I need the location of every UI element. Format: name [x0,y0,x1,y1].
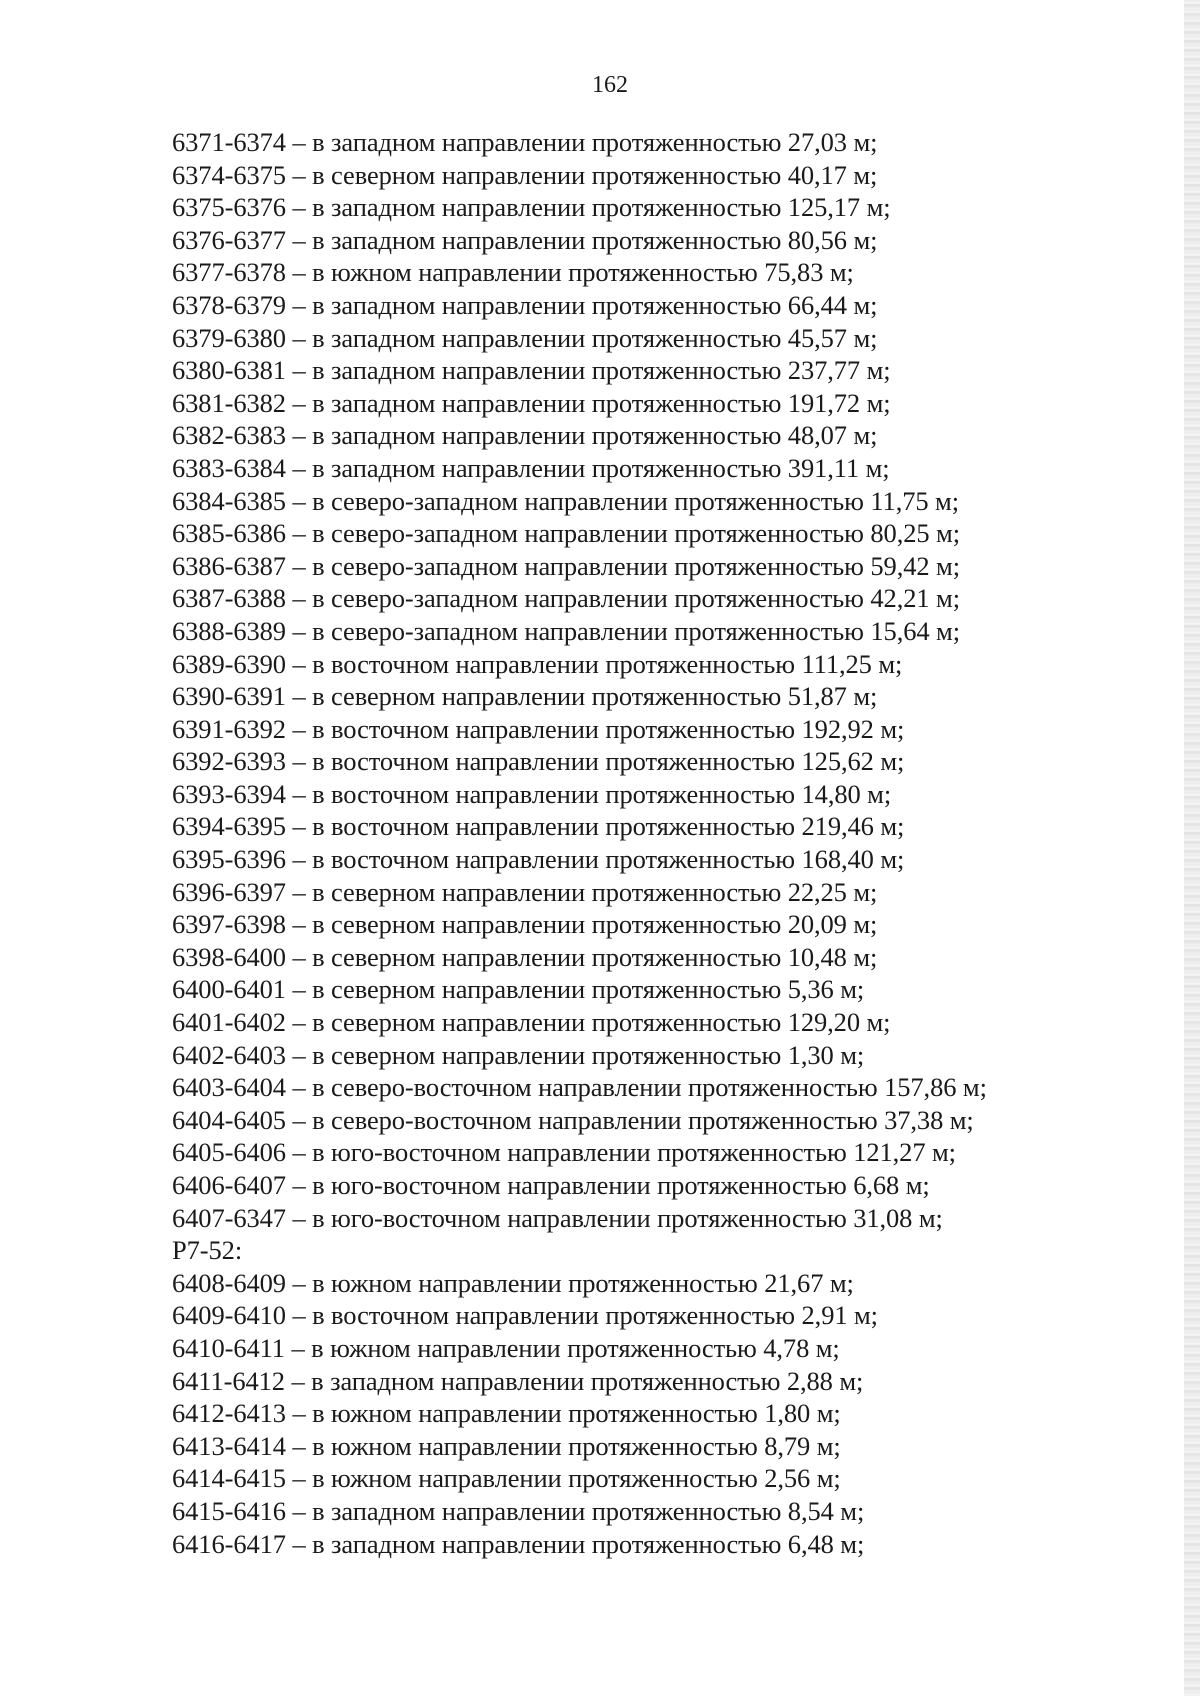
segment-line: 6396-6397 – в северном направлении протяженностью 22,25 м; [172,876,878,907]
segment-line: 6381-6382 – в западном направлении протяженностью 191,72 м; [172,387,891,418]
segment-line: 6375-6376 – в западном направлении протяженностью 125,17 м; [172,192,891,223]
segment-line: 6401-6402 – в северном направлении протяженностью 129,20 м; [172,1007,891,1038]
segment-line: 6410-6411 – в южном направлении протяженностью 4,78 м; [172,1332,840,1363]
segment-line: 6377-6378 – в южном направлении протяженностью 75,83 м; [172,257,854,288]
segment-line: 6394-6395 – в восточном направлении протяженностью 219,46 м; [172,811,905,842]
segment-line: 6416-6417 – в западном направлении протяженностью 6,48 м; [172,1528,865,1559]
segment-line: 6414-6415 – в южном направлении протяженностью 2,56 м; [172,1463,841,1494]
segment-line: 6409-6410 – в восточном направлении протяженностью 2,91 м; [172,1300,878,1331]
segment-line: 6411-6412 – в западном направлении протяженностью 2,88 м; [172,1365,864,1396]
segment-line: 6408-6409 – в южном направлении протяженностью 21,67 м; [172,1267,854,1298]
segment-line: 6404-6405 – в северо-восточном направлении протяженностью 37,38 м; [172,1104,974,1135]
segment-line: 6386-6387 – в северо-западном направлении протяженностью 59,42 м; [172,550,960,581]
segment-line: 6413-6414 – в южном направлении протяженностью 8,79 м; [172,1430,841,1461]
segment-line: 6415-6416 – в западном направлении протяженностью 8,54 м; [172,1495,865,1526]
segment-line: 6374-6375 – в северном направлении протяженностью 40,17 м; [172,159,878,190]
segment-line: 6402-6403 – в северном направлении протяженностью 1,30 м; [172,1039,865,1070]
segment-line: 6379-6380 – в западном направлении протяженностью 45,57 м; [172,322,878,353]
segment-line: 6395-6396 – в восточном направлении протяженностью 168,40 м; [172,844,905,875]
segment-line: 6380-6381 – в западном направлении протяженностью 237,77 м; [172,355,891,386]
segment-line: 6385-6386 – в северо-западном направлении протяженностью 80,25 м; [172,518,960,549]
boundary-segment-list [172,126,1152,1560]
segment-line: 6384-6385 – в северо-западном направлении протяженностью 11,75 м; [172,485,959,516]
segment-line: 6382-6383 – в западном направлении протяженностью 48,07 м; [172,420,878,451]
segment-line: 6400-6401 – в северном направлении протяженностью 5,36 м; [172,974,865,1005]
segment-line: 6388-6389 – в северо-западном направлении протяженностью 15,64 м; [172,615,960,646]
scan-edge-shading [1184,0,1200,1696]
segment-line: 6397-6398 – в северном направлении протяженностью 20,09 м; [172,909,878,940]
segment-line: 6403-6404 – в северо-восточном направлении протяженностью 157,86 м; [172,1072,987,1103]
segment-line: 6378-6379 – в западном направлении протяженностью 66,44 м; [172,289,878,320]
segment-line: 6407-6347 – в юго-восточном направлении протяженностью 31,08 м; [172,1202,943,1233]
segment-line: 6405-6406 – в юго-восточном направлении протяженностью 121,27 м; [172,1137,956,1168]
segment-line: 6391-6392 – в восточном направлении протяженностью 192,92 м; [172,713,905,744]
segment-line: 6371-6374 – в западном направлении протяженностью 27,03 м; [172,127,878,157]
segment-line: 6398-6400 – в северном направлении протяженностью 10,48 м; [172,941,878,972]
segment-line: 6393-6394 – в восточном направлении протяженностью 14,80 м; [172,778,892,809]
segment-line: Р7-52: [172,1235,243,1266]
segment-line: 6412-6413 – в южном направлении протяженностью 1,80 м; [172,1398,841,1429]
page-number: 162 [592,72,628,98]
segment-line: 6390-6391 – в северном направлении протяженностью 51,87 м; [172,681,878,712]
segment-line: 6383-6384 – в западном направлении протяженностью 391,11 м; [172,452,890,483]
segment-line: 6376-6377 – в западном направлении протяженностью 80,56 м; [172,224,878,255]
segment-line: 6406-6407 – в юго-восточном направлении протяженностью 6,68 м; [172,1170,930,1200]
segment-line: 6389-6390 – в восточном направлении протяженностью 111,25 м; [172,648,903,679]
segment-line: 6392-6393 – в восточном направлении протяженностью 125,62 м; [172,746,905,777]
segment-line: 6387-6388 – в северо-западном направлении протяженностью 42,21 м; [172,583,960,614]
